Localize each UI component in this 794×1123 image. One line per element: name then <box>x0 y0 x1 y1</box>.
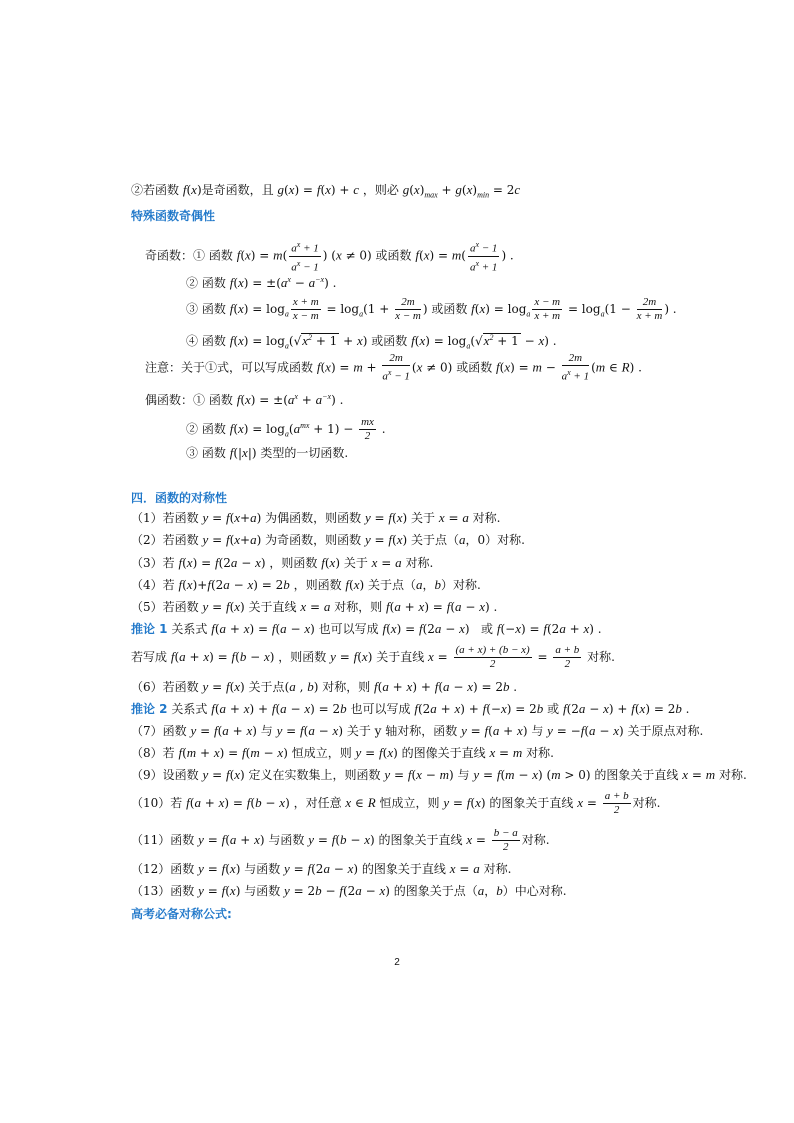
symmetry-item-8: （8）若 f(m + x) = f(m − x) 恒成立，则 y = f(x) 的图像关于直线 x = m 对称. <box>131 745 554 760</box>
page-number: 2 <box>394 957 400 968</box>
section-symmetry: 四．函数的对称性 <box>131 491 228 505</box>
odd-function-extremum-note: ②若函数 f(x)是奇函数，且 g(x) = f(x) + c ，则必 $g(x)_{max} + g(x)_{min} = 2c$ <box>131 182 521 200</box>
inference-1: 推论 1 关系式 f(a + x) = f(a − x) 也可以写成 f(x) = f(2a − x) 或 f(−x) = f(2a + x) . <box>131 621 602 636</box>
symmetry-item-3: （3）若 f(x) = f(2a − x) ，则函数 f(x) 关于 x = a 对称. <box>131 555 434 570</box>
symmetry-item-4: （4）若 f(x)+f(2a − x) = 2b ，则函数 f(x) 关于点（a，b）对称. <box>131 577 481 592</box>
even-item-2: ② 函数 $f(x) = \log_a(a^{mx} + 1)$ − $\frac{mx}{2}$ . <box>186 416 386 442</box>
section-symmetry-formulas: 高考必备对称公式: <box>131 907 232 921</box>
symmetry-item-10: （10）若 f(a + x) = f(b − x) ，对任意 x ∈ R 恒成立，则 y = f(x) 的图象关于直线 x = $\frac{a + b}{2}$ 对称. <box>131 790 661 816</box>
inference-1-continued: 若写成 f(a + x) = f(b − x) ，则函数 y = f(x) 关于直线 x = $\frac{(a + x) + (b - x)}{2}$ = $\frac{a + b}{2}$ 对称. <box>131 644 615 670</box>
section-special-parity: 特殊函数奇偶性 <box>131 209 216 223</box>
symmetry-item-12: （12）函数 y = f(x) 与函数 y = f(2a − x) 的图象关于直线 x = a 对称. <box>131 861 512 876</box>
symmetry-item-2: （2）若函数 y = f(x+a) 为奇函数，则函数 y = f(x) 关于点（a，0）对称. <box>131 532 525 547</box>
even-item-3: ③ 函数 f(|x|) 类型的一切函数. <box>186 445 349 460</box>
symmetry-item-5: （5）若函数 y = f(x) 关于直线 x = a 对称，则 f(a + x) = f(a − x) . <box>131 599 498 614</box>
symmetry-item-9: （9）设函数 y = f(x) 定义在实数集上，则函数 y = f(x − m) 与 y = f(m − x) (m > 0) 的图象关于直线 x = m 对称. <box>131 767 747 782</box>
inference-2: 推论 2 关系式 f(a + x) + f(a − x) = 2b 也可以写成 f(2a + x) + f(−x) = 2b 或 f(2a − x) + f(x) = 2b . <box>131 701 690 716</box>
symmetry-item-7: （7）函数 y = f(a + x) 与 y = f(a − x) 关于 y 轴对称，函数 y = f(a + x) 与 y = −f(a − x) 关于原点对称. <box>131 723 704 738</box>
odd-item-4: ④ 函数 $f(x) = \log_a(√x^2 + 1 + x)$ 或函数 $f(x) = \log_a(√x^2 + 1 - x)$ . <box>186 333 557 351</box>
symmetry-item-13: （13）函数 y = f(x) 与函数 y = 2b − f(2a − x) 的图象关于点（a，b）中心对称. <box>131 883 567 898</box>
symmetry-item-11: （11）函数 y = f(a + x) 与函数 y = f(b − x) 的图象关于直线 x = $\frac{b - a}{2}$ 对称. <box>131 827 550 853</box>
note-line: 注意：关于①式，可以写成函数 f(x) = m + $\frac{2m}{a^x - 1}$ (x ≠ 0) 或函数 f(x) = m − $\frac{2m}{a^x + 1}$ (m ∈ R) . <box>145 352 642 383</box>
even-item-1: 偶函数：① 函数 $f(x) = \pm(a^x + a^{-x})$ . <box>145 392 344 407</box>
odd-item-2: ② 函数 $f(x) = \pm(a^x - a^{-x})$ . <box>186 275 337 290</box>
odd-item-1: 奇函数：① 函数 f(x) = m( $\frac{a^x + 1}{a^x - 1}$ ) (x ≠ 0) 或函数 f(x) = m( $\frac{a^x - 1}{a^x + 1}$ ) . <box>145 240 514 274</box>
odd-item-3: ③ 函数 $f(x) = \log_a$ $\frac{x + m}{x - m}$ = $\log_a(1$ + $\frac{2m}{x - m}$ ) 或函数 $f(x) = \log_a$ $\frac{x - m}{x + m}$ = $\log_a(1$ − $\frac{2m}{x + m}$ ) . <box>186 296 677 322</box>
symmetry-item-6: （6）若函数 y = f(x) 关于点(a , b) 对称，则 f(a + x) + f(a − x) = 2b . <box>131 679 518 694</box>
symmetry-item-1: （1）若函数 y = f(x+a) 为偶函数，则函数 y = f(x) 关于 x = a 对称. <box>131 510 501 525</box>
